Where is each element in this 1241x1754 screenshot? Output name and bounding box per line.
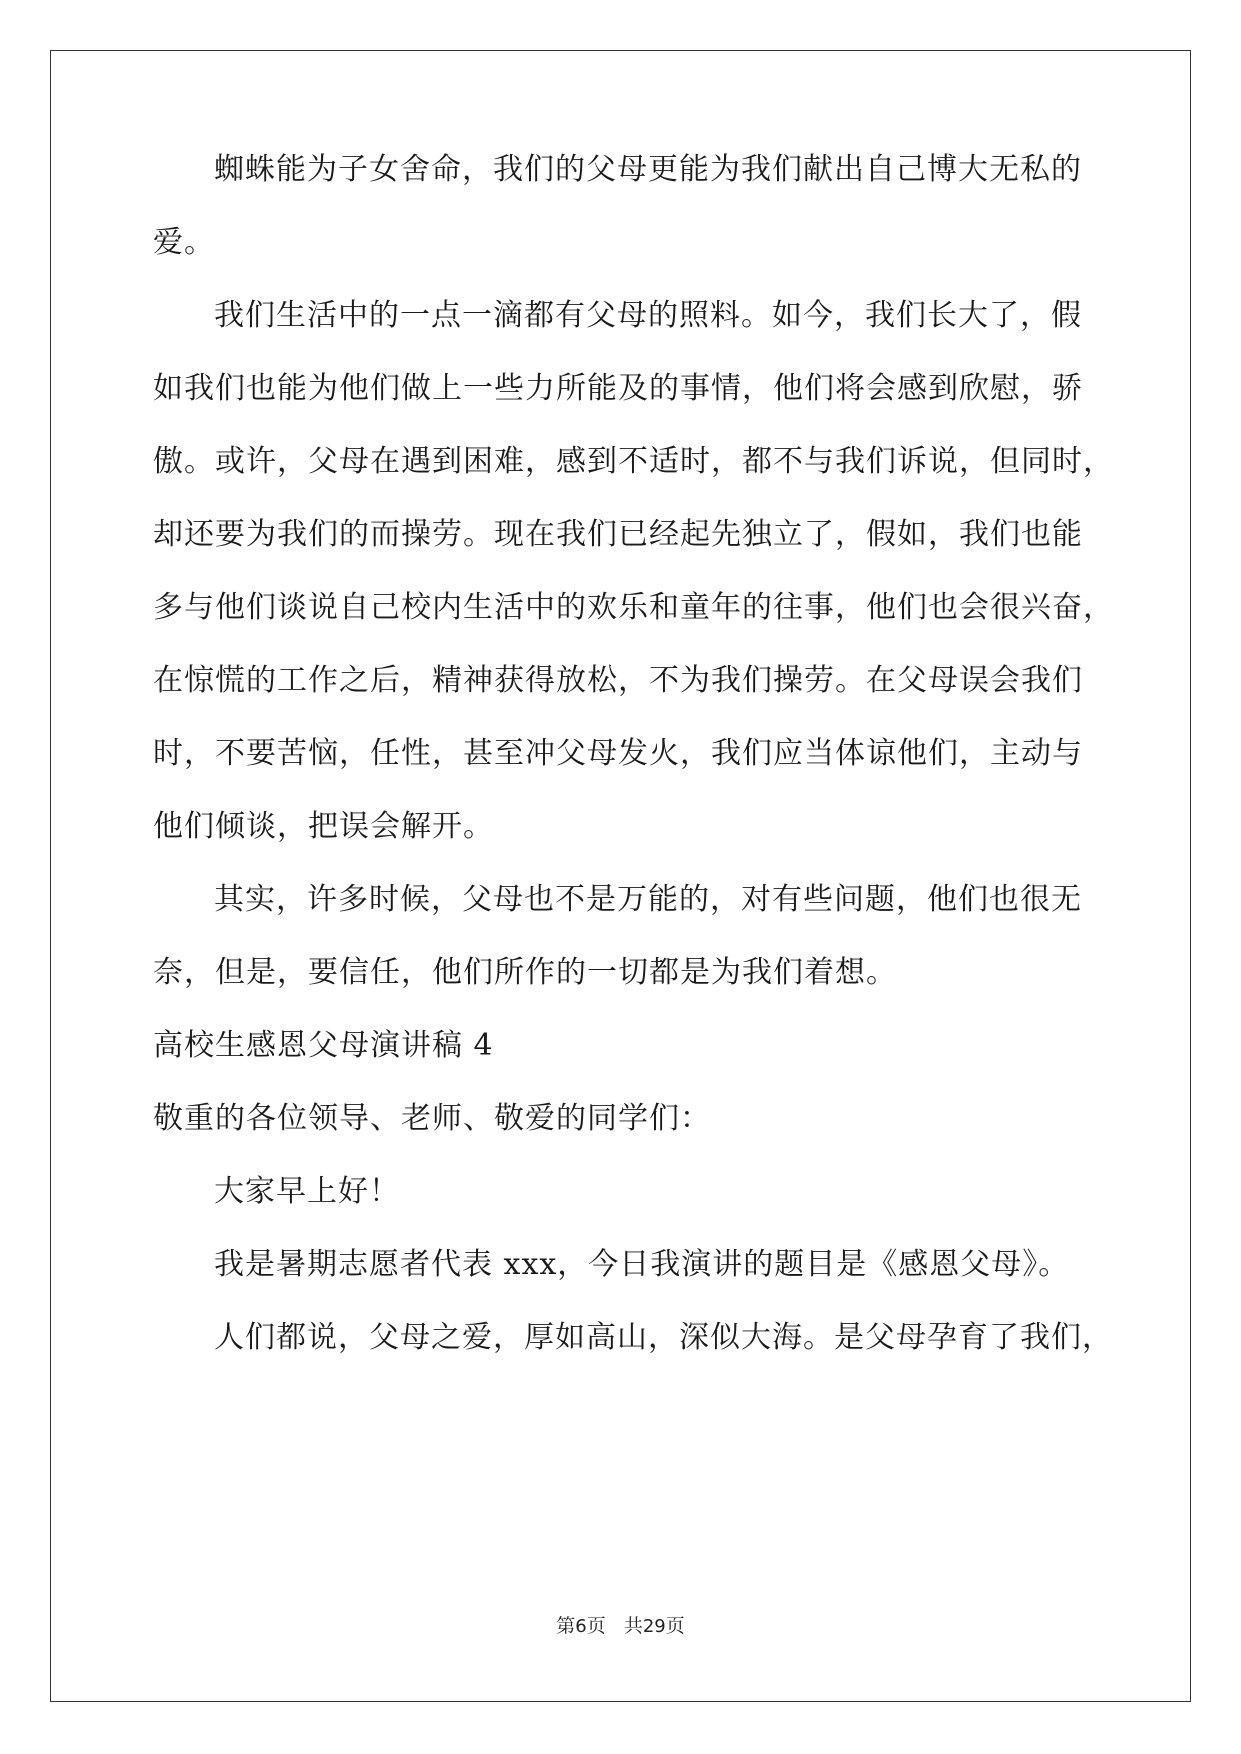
- paragraph-line: 我们生活中的一点一滴都有父母的照料。如今，我们长大了，假: [214, 298, 1082, 333]
- paragraph-line: 爱。: [153, 225, 215, 260]
- paragraph-line: 人们都说，父母之爱，厚如高山，深似大海。是父母孕育了我们，: [214, 1320, 1113, 1355]
- paragraph-line: 傲。或许，父母在遇到困难，感到不适时，都不与我们诉说，但同时，: [153, 444, 1114, 479]
- paragraph-line: 时，不要苦恼，任性，甚至冲父母发火，我们应当体谅他们，主动与: [153, 736, 1083, 771]
- paragraph-line: 如我们也能为他们做上一些力所能及的事情，他们将会感到欣慰，骄: [153, 371, 1083, 406]
- footer-total-prefix: 共: [623, 1615, 643, 1637]
- paragraph-line: 在惊慌的工作之后，精神获得放松，不为我们操劳。在父母误会我们: [153, 663, 1083, 698]
- total-pages: 29: [642, 1616, 666, 1637]
- paragraph-line: 他们倾谈，把误会解开。: [153, 809, 494, 844]
- paragraph-line: 蜘蛛能为子女舍命，我们的父母更能为我们献出自己博大无私的: [214, 152, 1082, 187]
- paragraph-line: 多与他们谈说自己校内生活中的欢乐和童年的往事，他们也会很兴奋，: [153, 590, 1114, 625]
- paragraph-line: 我是暑期志愿者代表 xxx，今日我演讲的题目是《感恩父母》。: [214, 1247, 1070, 1282]
- footer-page-suffix: 页: [586, 1615, 606, 1637]
- footer-total-suffix: 页: [665, 1615, 685, 1637]
- paragraph-line: 奈，但是，要信任，他们所作的一切都是为我们着想。: [153, 955, 897, 990]
- paragraph-line: 却还要为我们的而操劳。现在我们已经起先独立了，假如，我们也能: [153, 517, 1083, 552]
- footer-prefix: 第: [556, 1615, 576, 1637]
- salutation: 敬重的各位领导、老师、敬爱的同学们：: [153, 1101, 711, 1136]
- page-footer: [0, 1614, 1241, 1639]
- paragraph-line: 其实，许多时候，父母也不是万能的，对有些问题，他们也很无: [214, 882, 1082, 917]
- section-heading: 高校生感恩父母演讲稿 4: [153, 1028, 494, 1063]
- greeting: 大家早上好！: [214, 1174, 400, 1209]
- page-number: 6: [575, 1616, 587, 1637]
